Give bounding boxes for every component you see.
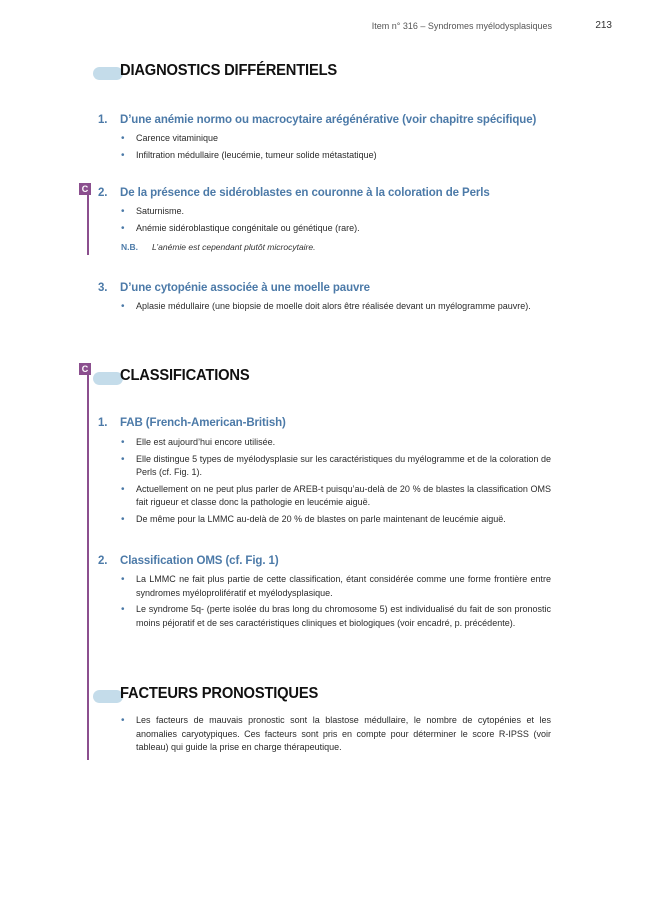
section-heading: DIAGNOSTICS DIFFÉRENTIELS (120, 62, 338, 79)
section-heading: FACTEURS PRONOSTIQUES (120, 685, 319, 702)
subheading-3: 3. D’une cytopénie associée à une moelle pauvre (98, 282, 370, 294)
bullet-list (121, 573, 551, 633)
list-item: • La LMMC ne fait plus partie de cette classification, étant considérée comme une forme frontière entre syndromes myéloprolifératif et myélodysplasique. (121, 574, 551, 598)
bullet-list (121, 714, 551, 758)
margin-bar-c (87, 363, 89, 760)
page-number: 213 (595, 20, 612, 31)
section-marker (93, 690, 123, 703)
running-header (0, 18, 650, 36)
c-tag: C (79, 183, 91, 195)
bullet-list (121, 436, 551, 530)
list-item: • De même pour la LMMC au-delà de 20 % de blastes on parle maintenant de leucémie aiguë. (121, 513, 506, 525)
list-item: • Saturnisme. (121, 206, 185, 217)
section-marker (93, 372, 123, 385)
list-item: • Infiltration médullaire (leucémie, tumeur solide métastatique) (121, 149, 377, 161)
list-item: • Aplasie médullaire (une biopsie de moelle doit alors être réalisée devant un myélogramme pauvre). (121, 301, 531, 312)
section-marker (93, 67, 123, 80)
c-tag: C (79, 363, 91, 375)
nb-note: N.B. L’anémie est cependant plutôt microcytaire. (121, 242, 316, 252)
list-item: • Le syndrome 5q- (perte isolée du bras long du chromosome 5) est individualisé du fait de son pronostic moins péjoratif et de ses caractéristiques cliniques et biologiques (voir encadré, p. précédente). (121, 604, 551, 628)
subheading-2: 2. De la présence de sidéroblastes en couronne à la coloration de Perls (98, 187, 490, 199)
list-item: • Elle distingue 5 types de myélodysplasie sur les caractéristiques du myélogramme et de la coloration de Perls (cf. Fig. 1). (121, 453, 551, 478)
list-item: • Anémie sidéroblastique congénitale ou génétique (rare). (121, 222, 360, 234)
bullet-list (121, 132, 551, 165)
subheading-2: 2. Classification OMS (cf. Fig. 1) (98, 555, 279, 567)
list-item: • Carence vitaminique (121, 133, 219, 144)
subheading-1: 1. D’une anémie normo ou macrocytaire arégénérative (voir chapitre spécifique) (98, 114, 537, 126)
section-heading: CLASSIFICATIONS (120, 367, 250, 384)
list-item: • Actuellement on ne peut plus parler de AREB-t puisqu’au-delà de 20 % de blastes la classification OMS fait rigueur et classe donc la pathologie en leucémie aiguë. (121, 483, 551, 508)
running-title: Item n° 316 – Syndromes myélodysplasiques (371, 21, 552, 31)
list-item: • Elle est aujourd’hui encore utilisée. (121, 437, 276, 448)
bullet-list (121, 300, 551, 317)
list-item: • Les facteurs de mauvais pronostic sont la blastose médullaire, le nombre de cytopénies et les anomalies caryotypiques. Ces facteurs sont pris en compte pour déterminer le score R-IPSS (voir tableau) qui guide la prise en charge thérapeutique. (121, 715, 551, 753)
bullet-list (121, 205, 551, 238)
subheading-1: 1. FAB (French-American-British) (98, 417, 286, 429)
